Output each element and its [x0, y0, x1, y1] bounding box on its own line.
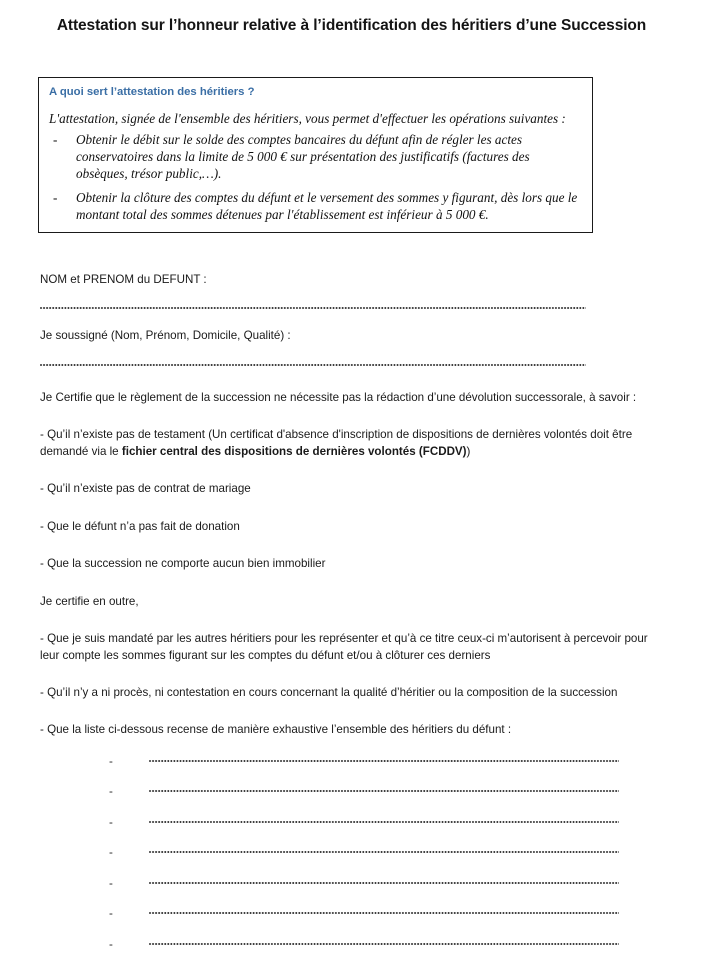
further-declaration-item: - Qu’il n’y a ni procès, ni contestation en cours concernant la qualité d’héritier ou la composition de la succession: [40, 685, 618, 699]
bullet-dash: -: [53, 131, 58, 147]
further-intro-text: Je certifie en outre,: [40, 594, 139, 608]
heir-dash: -: [109, 785, 113, 799]
undersigned-label: Je soussigné (Nom, Prénom, Domicile, Qualité) :: [40, 329, 291, 343]
declaration-text-before: - Qu’il n’existe pas de testament (Un certificat d'absence d'inscription de dispositions de dernières volontés doit être demandé via le: [40, 428, 633, 458]
list-item: [109, 875, 670, 906]
list-item: [109, 905, 670, 936]
heir-input-line[interactable]: [149, 875, 619, 887]
certify-intro-text: Je Certifie que le règlement de la succession ne nécessite pas la rédaction d’une dévolution successorale, à savoir :: [40, 390, 637, 404]
further-declaration-item: - Que la liste ci-dessous recense de manière exhaustive l’ensemble des héritiers du défunt :: [40, 723, 512, 737]
callout-bullet-list: [49, 131, 582, 224]
callout-item-text: Obtenir la clôture des comptes du défunt et le versement des sommes y figurant, dès lors que le montant total des sommes détenues par l'établissement est inférieur à 5 000 €.: [76, 190, 578, 223]
heir-input-line[interactable]: [149, 783, 619, 795]
page-title: Attestation sur l’honneur relative à l’identification des héritiers d’une Succession: [56, 17, 647, 34]
declaration-item: - Que le défunt n’a pas fait de donation: [40, 519, 240, 533]
declaration-item: - Qu’il n’existe pas de contrat de mariage: [40, 482, 251, 496]
heir-dash: -: [109, 907, 113, 921]
heir-dash: -: [109, 876, 113, 890]
list-item: [109, 753, 670, 784]
heir-input-line[interactable]: [149, 753, 619, 765]
list-item: [49, 189, 582, 223]
further-declaration-item: - Que je suis mandaté par les autres héritiers pour les représenter et qu’à ce titre ceux-ci m’autorisent à percevoir pour leur compte les sommes figurant sur les comptes du défunt et/ou à clôturer ces derniers: [40, 632, 648, 662]
callout-intro-text: L'attestation, signée de l'ensemble des héritiers, vous permet d'effectuer les opérations suivantes :: [49, 110, 566, 126]
heir-input-line[interactable]: [149, 844, 619, 856]
list-item: [109, 844, 670, 875]
heirs-list: [40, 753, 670, 966]
heir-input-line[interactable]: [149, 936, 619, 948]
declaration-item: [40, 427, 670, 460]
heir-dash: -: [109, 815, 113, 829]
heir-dash: -: [109, 754, 113, 768]
deceased-name-input-line[interactable]: [40, 299, 586, 312]
undersigned-input-line[interactable]: [40, 356, 586, 369]
form-body: [40, 272, 670, 966]
heir-dash: -: [109, 937, 113, 951]
bullet-dash: -: [53, 190, 58, 206]
declaration-item: - Que la succession ne comporte aucun bien immobilier: [40, 557, 326, 571]
heir-input-line[interactable]: [149, 814, 619, 826]
heir-dash: -: [109, 846, 113, 860]
heir-input-line[interactable]: [149, 905, 619, 917]
list-item: [49, 131, 582, 182]
deceased-name-label: NOM et PRENOM du DEFUNT :: [40, 273, 207, 286]
callout-item-text: Obtenir le débit sur le solde des comptes bancaires du défunt afin de régler les actes conservatoires dans la limite de 5 000 € sur présentation des justificatifs (factures des obsèques, trésor public,…).: [76, 131, 530, 181]
info-callout-box: [38, 77, 593, 233]
callout-heading: A quoi sert l’attestation des héritiers ?: [49, 86, 255, 98]
declaration-text-after: ): [466, 444, 471, 458]
list-item: [109, 783, 670, 814]
list-item: [109, 814, 670, 845]
declaration-bold-term: fichier central des dispositions de dernières volontés (FCDDV): [121, 444, 467, 458]
list-item: [109, 936, 670, 966]
